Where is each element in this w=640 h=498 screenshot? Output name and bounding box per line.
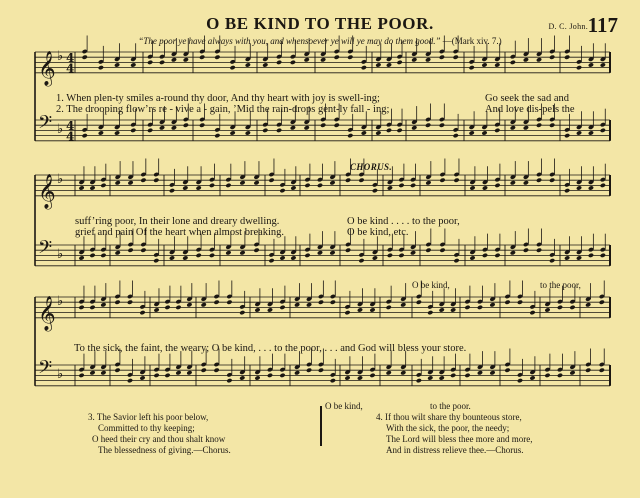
key-signature-flat: ♭ [57, 247, 64, 262]
note-head [253, 248, 259, 253]
note-head [357, 307, 363, 312]
note-head [588, 185, 594, 190]
note-head [182, 255, 188, 260]
note-head [600, 128, 606, 133]
note-head [147, 60, 153, 65]
note-head [411, 57, 417, 62]
note-head [153, 178, 159, 183]
note-head [416, 300, 422, 305]
note-head [439, 123, 445, 128]
note-head [153, 373, 159, 378]
note-head [304, 57, 310, 62]
note-head [600, 62, 606, 67]
note-head [564, 255, 570, 260]
note-head [585, 368, 591, 373]
note-head [209, 183, 215, 188]
note-head [268, 258, 274, 263]
note-head [375, 62, 381, 67]
note-head [262, 62, 268, 67]
note-head [183, 123, 189, 128]
chorus-label: CHORUS. [350, 162, 393, 172]
note-head [114, 130, 120, 135]
note-head [169, 255, 175, 260]
bass-clef: 𝄢 [38, 112, 53, 138]
note-head [536, 248, 542, 253]
note-head [175, 370, 181, 375]
note-head [78, 305, 84, 310]
note-head [369, 307, 375, 312]
note-head [523, 248, 529, 253]
verse-divider [320, 406, 322, 446]
note-head [159, 60, 165, 65]
note-head [318, 368, 324, 373]
note-head [464, 305, 470, 310]
note-head [267, 307, 273, 312]
note-head [564, 133, 570, 138]
note-head [576, 185, 582, 190]
note-head [358, 258, 364, 263]
key-signature-flat: ♭ [57, 367, 64, 382]
note-head [114, 62, 120, 67]
note-head [171, 125, 177, 130]
note-head [585, 302, 591, 307]
note-head [98, 130, 104, 135]
time-signature-bottom: 4 [66, 129, 75, 144]
note-head [317, 250, 323, 255]
note-head [78, 185, 84, 190]
note-head [425, 248, 431, 253]
note-head [290, 185, 296, 190]
key-signature-flat: ♭ [57, 48, 64, 64]
note-head [130, 128, 136, 133]
note-head [398, 253, 404, 258]
bass-clef: 𝄢 [38, 237, 53, 263]
note-head [387, 253, 393, 258]
note-head [564, 188, 570, 193]
note-head [397, 60, 403, 65]
note-head [477, 370, 483, 375]
note-head [369, 373, 375, 378]
note-head [482, 253, 488, 258]
note-head [153, 258, 159, 263]
note-head [344, 310, 350, 315]
note-head [279, 188, 285, 193]
note-head [159, 125, 165, 130]
note-head [114, 300, 120, 305]
note-head [410, 183, 416, 188]
note-head [344, 375, 350, 380]
key-signature-flat: ♭ [57, 122, 64, 137]
note-head [245, 62, 251, 67]
note-head [358, 178, 364, 183]
note-head [425, 123, 431, 128]
note-head [82, 133, 88, 138]
time-signature-top: 4 [66, 50, 75, 65]
note-head [453, 258, 459, 263]
note-head [576, 130, 582, 135]
note-head [98, 65, 104, 70]
note-head [469, 255, 475, 260]
note-head [290, 60, 296, 65]
note-head [345, 248, 351, 253]
note-head [357, 375, 363, 380]
note-head [453, 178, 459, 183]
note-head [453, 55, 459, 60]
note-head [329, 180, 335, 185]
note-head [164, 373, 170, 378]
verse4-line: The Lord will bless thee more and more, [386, 434, 533, 444]
note-head [230, 130, 236, 135]
note-head [294, 370, 300, 375]
system1-lyric-verse1: 1. When plen-ty smiles a-round thy door, And thy heart with joy is swell-ing; [56, 93, 380, 104]
note-head [400, 370, 406, 375]
note-head [89, 370, 95, 375]
verse3-line: The blessedness of giving.—Chorus. [98, 445, 231, 455]
note-head [186, 302, 192, 307]
note-head [334, 55, 340, 60]
note-head [588, 130, 594, 135]
note-head [517, 378, 523, 383]
note-head [386, 62, 392, 67]
system1-lyric-verse2-end: And love dis-pels the [485, 104, 575, 115]
hymn-title: O BE KIND TO THE POOR. [206, 14, 434, 33]
note-head [196, 253, 202, 258]
note-head [481, 62, 487, 67]
note-head [100, 302, 106, 307]
note-head [523, 57, 529, 62]
verse-3 [88, 412, 231, 456]
note-head [100, 183, 106, 188]
system2-lyric-verse1: suff’ring poor, In their lone and dreary dwelling. [75, 216, 280, 227]
note-head [201, 302, 207, 307]
note-head [100, 253, 106, 258]
note-head [517, 300, 523, 305]
note-head [304, 253, 310, 258]
note-head [254, 375, 260, 380]
system2-chorus-lyric-verse2: O be kind, etc. [347, 227, 409, 238]
verse4-line: With the sick, the poor, the needy; [386, 423, 510, 433]
system1-lyric-verse1-end: Go seek the sad and [485, 93, 569, 104]
note-head [411, 125, 417, 130]
note-head [416, 378, 422, 383]
note-head [469, 65, 475, 70]
note-head [306, 302, 312, 307]
note-head [279, 255, 285, 260]
note-head [130, 62, 136, 67]
system3-lyric: To the sick, the faint, the weary; O be kind, . . . to the poor, . . . and God will bless your store. [74, 343, 467, 354]
composer-credit: D. C. John. [548, 22, 588, 31]
time-signature-bottom: 4 [66, 61, 75, 76]
note-head [544, 373, 550, 378]
note-head [600, 253, 606, 258]
note-head [599, 300, 605, 305]
note-head [245, 130, 251, 135]
note-head [239, 310, 245, 315]
note-head [347, 55, 353, 60]
note-head [599, 368, 605, 373]
note-head [82, 55, 88, 60]
note-head [199, 55, 205, 60]
note-head [523, 125, 529, 130]
note-head [410, 250, 416, 255]
epigraph-text: “The poor ye have always with you, and whensoever ye will ye may do them good.” [138, 36, 441, 46]
note-head [494, 183, 500, 188]
note-head [267, 373, 273, 378]
note-head [549, 178, 555, 183]
note-head [600, 183, 606, 188]
note-head [372, 188, 378, 193]
note-head [140, 178, 146, 183]
note-head [171, 57, 177, 62]
note-head [127, 378, 133, 383]
note-head [494, 62, 500, 67]
note-head [482, 185, 488, 190]
note-head [239, 375, 245, 380]
note-head [239, 180, 245, 185]
note-head [304, 183, 310, 188]
note-head [127, 180, 133, 185]
note-head [276, 60, 282, 65]
note-head [544, 307, 550, 312]
note-head [175, 305, 181, 310]
note-head [127, 248, 133, 253]
note-head [78, 255, 84, 260]
note-head [147, 128, 153, 133]
note-head [290, 125, 296, 130]
note-head [469, 185, 475, 190]
note-head [169, 188, 175, 193]
verse3-line: Committed to thy keeping; [98, 423, 195, 433]
note-head [504, 368, 510, 373]
note-head [334, 123, 340, 128]
note-head [469, 130, 475, 135]
note-head [504, 300, 510, 305]
system1-lyric-verse2: 2. The drooping flow’rs re - vive a - gain, ’Mid the rain-drops gent-ly fall - ing; [56, 104, 390, 115]
note-head [329, 250, 335, 255]
note-head [549, 123, 555, 128]
note-head [239, 250, 245, 255]
system2-bass-cue-1: O be kind, [412, 280, 450, 290]
verse3-line: O heed their cry and thou shalt know [92, 434, 226, 444]
note-head [557, 373, 563, 378]
note-head [139, 375, 145, 380]
note-head [549, 55, 555, 60]
page-number: 117 [587, 13, 618, 37]
note-head [529, 375, 535, 380]
note-head [230, 65, 236, 70]
note-head [489, 370, 495, 375]
note-head [510, 60, 516, 65]
note-head [226, 378, 232, 383]
treble-clef: 𝄞 [38, 295, 56, 331]
system2-lyric-verse2: grief and pain Of the heart when almost breaking. [75, 227, 285, 238]
note-head [494, 128, 500, 133]
verse3-line: 3. The Savior left his poor below, [88, 412, 209, 422]
note-head [361, 130, 367, 135]
note-head [386, 305, 392, 310]
note-head [89, 253, 95, 258]
note-head [489, 302, 495, 307]
system2-bass-cue-2: to the poor, [540, 280, 581, 290]
note-head [225, 250, 231, 255]
note-head [347, 133, 353, 138]
treble-clef: 𝄞 [38, 173, 56, 209]
note-head [139, 310, 145, 315]
note-head [306, 368, 312, 373]
note-head [330, 378, 336, 383]
note-head [213, 300, 219, 305]
note-head [439, 375, 445, 380]
note-head [536, 178, 542, 183]
note-head [320, 57, 326, 62]
note-head [569, 370, 575, 375]
note-head [290, 255, 296, 260]
note-head [481, 130, 487, 135]
note-head [320, 123, 326, 128]
note-head [576, 255, 582, 260]
note-head [576, 65, 582, 70]
note-head [345, 178, 351, 183]
system2-chorus-lyric-verse1: O be kind . . . . to the poor, [347, 216, 460, 227]
note-head [214, 55, 220, 60]
note-head [78, 373, 84, 378]
note-head [510, 250, 516, 255]
note-head [199, 123, 205, 128]
note-head [262, 128, 268, 133]
note-head [477, 305, 483, 310]
verse-4 [376, 412, 532, 456]
key-signature-flat: ♭ [57, 171, 64, 187]
note-head [425, 180, 431, 185]
note-head [182, 185, 188, 190]
note-head [450, 307, 456, 312]
note-head [361, 65, 367, 70]
note-head [386, 370, 392, 375]
note-head [186, 370, 192, 375]
note-head [439, 178, 445, 183]
note-head [386, 128, 392, 133]
key-signature-flat: ♭ [57, 293, 64, 309]
note-head [569, 305, 575, 310]
note-head [588, 62, 594, 67]
note-head [536, 123, 542, 128]
note-head [453, 133, 459, 138]
note-head [397, 128, 403, 133]
note-head [304, 125, 310, 130]
epigraph-reference: —(Mark xiv. 7.) [442, 36, 502, 46]
note-head [254, 307, 260, 312]
note-head [213, 368, 219, 373]
note-head [127, 300, 133, 305]
note-head [387, 185, 393, 190]
note-head [153, 307, 159, 312]
note-head [439, 307, 445, 312]
note-head [268, 178, 274, 183]
verse4-line: 4. If thou wilt share thy bounteous store, [376, 412, 522, 422]
note-head [400, 302, 406, 307]
note-head [557, 305, 563, 310]
note-head [100, 370, 106, 375]
note-head [510, 180, 516, 185]
note-head [529, 310, 535, 315]
note-head [276, 128, 282, 133]
note-head [294, 302, 300, 307]
note-head [564, 55, 570, 60]
note-head [510, 125, 516, 130]
note-head [494, 253, 500, 258]
note-head [317, 183, 323, 188]
note-head [464, 373, 470, 378]
note-head [89, 185, 95, 190]
note-head [279, 305, 285, 310]
note-head [209, 253, 215, 258]
note-head [114, 368, 120, 373]
note-head [253, 180, 259, 185]
note-head [196, 185, 202, 190]
note-head [372, 255, 378, 260]
note-head [427, 375, 433, 380]
note-head [375, 130, 381, 135]
verse4-line: And in distress relieve thee.—Chorus. [386, 445, 524, 455]
time-signature-top: 4 [66, 118, 75, 133]
note-head [183, 57, 189, 62]
system3-bass-cue-2: to the poor. [430, 401, 471, 411]
note-head [427, 310, 433, 315]
note-head [214, 133, 220, 138]
note-head [201, 368, 207, 373]
note-head [450, 373, 456, 378]
note-head [164, 305, 170, 310]
note-head [140, 248, 146, 253]
system3-bass-cue-1: O be kind, [325, 401, 363, 411]
treble-clef: 𝄞 [38, 50, 56, 86]
note-head [226, 300, 232, 305]
note-head [425, 57, 431, 62]
note-head [439, 248, 445, 253]
note-head [523, 180, 529, 185]
note-head [330, 300, 336, 305]
note-head [225, 183, 231, 188]
note-head [588, 253, 594, 258]
note-head [115, 250, 121, 255]
bass-clef: 𝄢 [38, 357, 53, 383]
note-head [279, 373, 285, 378]
note-head [318, 300, 324, 305]
note-head [115, 180, 121, 185]
note-head [89, 305, 95, 310]
note-head [536, 57, 542, 62]
note-head [439, 55, 445, 60]
note-head [549, 258, 555, 263]
note-head [398, 183, 404, 188]
